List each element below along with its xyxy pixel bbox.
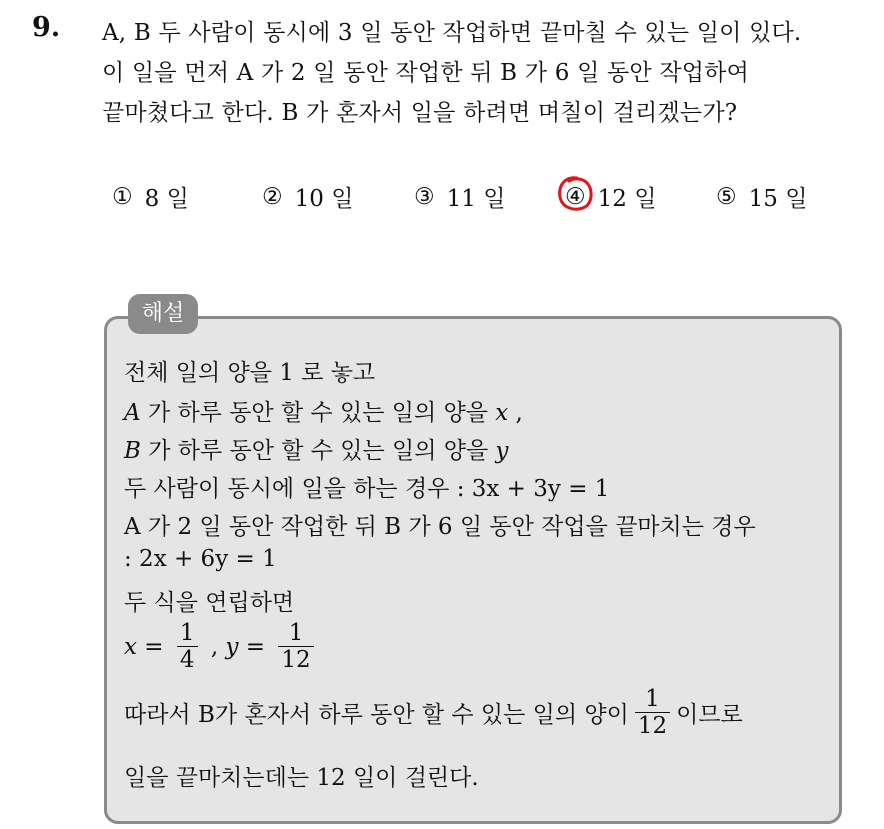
choice-3-marker: ③ [414, 183, 435, 210]
fraction-denominator: 4 [179, 647, 195, 674]
explanation-line-5: A 가 2 일 동안 작업한 뒤 B 가 6 일 동안 작업을 끝마치는 경우 [124, 514, 756, 540]
explanation-line-1: 전체 일의 양을 1 로 놓고 [124, 360, 376, 386]
choice-1[interactable] [112, 180, 189, 213]
choice-4[interactable] [565, 180, 656, 213]
choice-1-text: 8 일 [144, 186, 189, 212]
choice-3[interactable] [414, 180, 505, 213]
explanation-line-6: : 2x + 6y = 1 [124, 546, 277, 572]
var-y: y [495, 438, 509, 464]
explanation-line-4: 두 사람이 동시에 일을 하는 경우 : 3x + 3y = 1 [124, 476, 610, 502]
choice-1-marker: ① [112, 183, 133, 210]
solution-x-var: x [124, 633, 137, 660]
problem-text-line-1: A, B 두 사람이 동시에 3 일 동안 작업하면 끝마칠 수 있는 일이 있다. [102, 20, 802, 46]
choice-5[interactable] [716, 180, 807, 213]
var-a: A [124, 400, 141, 426]
explanation-line-2 [124, 394, 523, 427]
explanation-line-7: 두 식을 연립하면 [124, 590, 295, 616]
solution-separator: , [203, 633, 226, 660]
choice-4-marker: ④ [565, 183, 586, 210]
explanation-line-10: 일을 끝마치는데는 12 일이 걸린다. [124, 765, 479, 791]
fraction-numerator: 1 [288, 620, 304, 646]
solution-eq-sign-1: = [136, 633, 171, 660]
fraction-daily-work [635, 686, 670, 740]
problem-text-line-3: 끝마쳤다고 한다. B 가 혼자서 일을 하려면 며칠이 걸리겠는가? [102, 100, 738, 126]
explanation-line-9 [124, 686, 743, 740]
choice-3-text: 11 일 [446, 186, 506, 212]
choice-4-text: 12 일 [597, 186, 657, 212]
choice-2-text: 10 일 [294, 186, 354, 212]
explanation-line-3 [124, 432, 509, 465]
line-9-before: 따라서 B가 혼자서 하루 동안 할 수 있는 일의 양이 [124, 702, 629, 729]
line-2-comma: , [508, 400, 523, 426]
line-9-after: 이므로 [676, 702, 743, 729]
choice-2[interactable] [262, 180, 353, 213]
solution-y-var: y [225, 633, 239, 660]
choice-2-marker: ② [262, 183, 283, 210]
fraction-numerator: 1 [645, 686, 660, 712]
line-3-text: 가 하루 동안 할 수 있는 일의 양을 [140, 438, 496, 464]
problem-number: 9. [32, 12, 61, 43]
explanation-tag: 해설 [128, 294, 198, 334]
solution-eq-sign-2: = [238, 633, 273, 660]
fraction-one-quarter [177, 620, 198, 674]
fraction-numerator: 1 [179, 620, 195, 646]
choice-5-text: 15 일 [748, 186, 808, 212]
fraction-one-twelfth [278, 620, 313, 674]
line-2-text: 가 하루 동안 할 수 있는 일의 양을 [140, 400, 496, 426]
choice-5-marker: ⑤ [716, 183, 737, 210]
problem-text-line-2: 이 일을 먼저 A 가 2 일 동안 작업한 뒤 B 가 6 일 동안 작업하여 [102, 60, 750, 86]
var-b: B [124, 438, 141, 464]
fraction-denominator: 12 [281, 647, 311, 674]
solution-equation [124, 620, 320, 674]
var-x: x [495, 400, 509, 426]
fraction-denominator: 12 [637, 713, 668, 740]
